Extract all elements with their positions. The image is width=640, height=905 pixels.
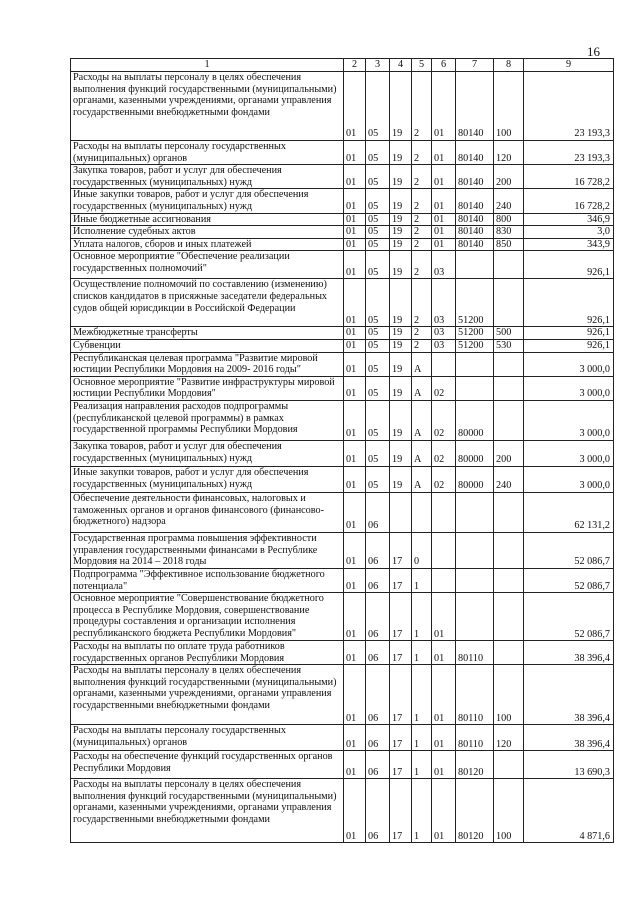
header-col-5: 5 [412,59,432,72]
row-code-2: 01 [344,568,366,592]
row-code-5: А [412,352,432,376]
row-code-2: 01 [344,327,366,340]
row-code-7: 80140 [456,141,494,165]
table-row [71,226,614,239]
row-name-cell: Государственная программа повышения эффективности управления государственными финансами в Республике Мордовия на 2014 – 2018 годы [71,532,344,568]
row-code-3: 06 [366,725,390,751]
row-code-3: 06 [366,532,390,568]
header-col-8: 8 [494,59,524,72]
row-code-8 [494,568,524,592]
row-code-4: 19 [390,327,412,340]
row-code-5 [412,492,432,532]
header-row [71,59,614,72]
row-code-2: 01 [344,466,366,492]
row-code-8: 800 [494,213,524,226]
row-code-5: 1 [412,641,432,665]
row-amount: 23 193,3 [524,72,614,141]
row-code-7: 80140 [456,226,494,239]
header-col-1: 1 [71,59,344,72]
table-row [71,327,614,340]
row-code-3: 05 [366,440,390,466]
row-amount: 52 086,7 [524,568,614,592]
row-code-8 [494,751,524,779]
row-name-cell: Закупка товаров, работ и услуг для обеспечения государственных (муниципальных) нужд [71,165,344,189]
row-code-6: 01 [432,238,456,251]
row-code-2: 01 [344,279,366,327]
row-name-cell: Закупка товаров, работ и услуг для обеспечения государственных (муниципальных) нужд [71,440,344,466]
row-code-8: 240 [494,466,524,492]
row-code-5: 2 [412,189,432,213]
row-code-4: 19 [390,251,412,279]
row-code-6: 03 [432,339,456,352]
row-code-5: 2 [412,141,432,165]
row-name-cell: Основное мероприятие "Развитие инфраструктуры мировой юстиции Республики Мордовия" [71,376,344,400]
row-code-4 [390,492,412,532]
row-code-4: 19 [390,376,412,400]
row-code-7: 80110 [456,725,494,751]
row-code-3: 05 [366,72,390,141]
row-code-7: 80110 [456,641,494,665]
row-name-cell: Межбюджетные трансферты [71,327,344,340]
row-code-8: 530 [494,339,524,352]
row-code-5: 2 [412,339,432,352]
row-code-2: 01 [344,251,366,279]
row-amount: 3 000,0 [524,352,614,376]
table-row [71,339,614,352]
row-code-4: 17 [390,779,412,843]
row-amount: 4 871,6 [524,779,614,843]
table-row [71,532,614,568]
row-code-3: 06 [366,492,390,532]
table-row [71,665,614,725]
table-row [71,593,614,641]
row-code-5: 2 [412,279,432,327]
row-amount: 926,1 [524,327,614,340]
table-row [71,725,614,751]
row-code-5: 1 [412,779,432,843]
row-code-7 [456,532,494,568]
row-code-8: 830 [494,226,524,239]
row-code-3: 05 [366,226,390,239]
row-name-cell: Основное мероприятие "Совершенствование бюджетного процесса в Республике Мордовия, совершенствование процедуры составления и организации исполнения республиканского бюджета Республики Мордовия" [71,593,344,641]
table-row [71,213,614,226]
row-amount: 13 690,3 [524,751,614,779]
row-code-8: 200 [494,440,524,466]
row-code-5: 1 [412,725,432,751]
row-code-3: 05 [366,189,390,213]
row-name-cell: Субвенции [71,339,344,352]
row-amount: 3 000,0 [524,400,614,440]
row-code-2: 01 [344,492,366,532]
row-amount: 3 000,0 [524,466,614,492]
row-amount: 23 193,3 [524,141,614,165]
row-code-2: 01 [344,751,366,779]
row-code-6: 01 [432,751,456,779]
row-name-cell: Расходы на выплаты по оплате труда работников государственных органов Республики Мордовия [71,641,344,665]
row-code-3: 05 [366,141,390,165]
row-name-cell: Уплата налогов, сборов и иных платежей [71,238,344,251]
row-code-7 [456,492,494,532]
table-row [71,641,614,665]
row-code-8 [494,532,524,568]
row-code-3: 05 [366,352,390,376]
row-code-4: 17 [390,751,412,779]
row-amount: 52 086,7 [524,593,614,641]
table-row [71,779,614,843]
header-col-2: 2 [344,59,366,72]
row-code-6: 01 [432,779,456,843]
row-code-8 [494,352,524,376]
row-code-2: 01 [344,725,366,751]
row-code-7: 51200 [456,339,494,352]
row-code-5: 2 [412,226,432,239]
row-code-4: 19 [390,189,412,213]
header-col-9: 9 [524,59,614,72]
row-amount: 16 728,2 [524,189,614,213]
row-name-cell: Республиканская целевая программа "Развитие мировой юстиции Республики Мордовия на 2009- 2016 годы" [71,352,344,376]
row-code-2: 01 [344,352,366,376]
row-code-5: 2 [412,72,432,141]
header-col-7: 7 [456,59,494,72]
row-name-cell: Основное мероприятие "Обеспечение реализации государственных полномочий" [71,251,344,279]
table-row [71,376,614,400]
row-code-6 [432,352,456,376]
row-code-2: 01 [344,226,366,239]
row-code-8: 120 [494,725,524,751]
row-code-2: 01 [344,141,366,165]
row-code-6: 01 [432,641,456,665]
row-code-4: 19 [390,226,412,239]
table-row [71,251,614,279]
row-code-6: 01 [432,141,456,165]
row-amount: 16 728,2 [524,165,614,189]
row-code-6: 02 [432,400,456,440]
row-code-6: 03 [432,327,456,340]
row-code-2: 01 [344,165,366,189]
row-code-6 [432,492,456,532]
row-amount: 926,1 [524,251,614,279]
row-code-5: 1 [412,751,432,779]
row-code-7: 80000 [456,400,494,440]
row-code-7: 80140 [456,189,494,213]
row-code-4: 19 [390,165,412,189]
header-col-4: 4 [390,59,412,72]
row-name-cell: Исполнение судебных актов [71,226,344,239]
row-code-6 [432,568,456,592]
row-code-3: 05 [366,213,390,226]
row-code-5: 0 [412,532,432,568]
row-name-cell: Обеспечение деятельности финансовых, налоговых и таможенных органов и органов финансового (финансово-бюджетного) надзора [71,492,344,532]
row-name-cell: Иные закупки товаров, работ и услуг для обеспечения государственных (муниципальных) нужд [71,466,344,492]
row-code-8 [494,641,524,665]
table-row [71,279,614,327]
table-row [71,165,614,189]
row-code-2: 01 [344,779,366,843]
row-code-6: 01 [432,725,456,751]
row-code-6: 01 [432,213,456,226]
row-code-8 [494,376,524,400]
row-code-2: 01 [344,400,366,440]
row-code-4: 19 [390,141,412,165]
row-code-8 [494,251,524,279]
row-code-2: 01 [344,376,366,400]
row-code-2: 01 [344,532,366,568]
row-code-2: 01 [344,213,366,226]
table-row [71,400,614,440]
row-code-5: А [412,400,432,440]
row-code-8: 120 [494,141,524,165]
header-col-3: 3 [366,59,390,72]
row-code-6: 01 [432,165,456,189]
row-code-5: 2 [412,213,432,226]
row-code-3: 06 [366,751,390,779]
row-name-cell: Расходы на обеспечение функций государственных органов Республики Мордовия [71,751,344,779]
row-code-3: 05 [366,238,390,251]
row-code-7 [456,251,494,279]
table-body [71,72,614,843]
row-amount: 3 000,0 [524,440,614,466]
row-amount: 3 000,0 [524,376,614,400]
table-row [71,568,614,592]
row-code-4: 17 [390,532,412,568]
row-code-3: 05 [366,376,390,400]
row-code-8: 100 [494,779,524,843]
row-code-6: 02 [432,440,456,466]
row-code-2: 01 [344,189,366,213]
page-number: 16 [587,44,600,59]
row-code-5: 2 [412,165,432,189]
row-name-cell: Расходы на выплаты персоналу в целях обеспечения выполнения функций государственными (муниципальными) органами, казенными учреждениями, органами управления государственными внебюджетными фондами [71,779,344,843]
row-code-4: 19 [390,339,412,352]
row-code-8: 200 [494,165,524,189]
row-code-4: 17 [390,568,412,592]
row-code-7 [456,352,494,376]
row-code-3: 05 [366,327,390,340]
row-code-3: 06 [366,665,390,725]
row-name-cell: Расходы на выплаты персоналу в целях обеспечения выполнения функций государственными (муниципальными) органами, казенными учреждениями, органами управления государственными внебюджетными фондами [71,72,344,141]
row-code-8 [494,492,524,532]
row-code-8 [494,400,524,440]
row-code-6: 02 [432,466,456,492]
row-code-7: 80000 [456,466,494,492]
row-code-4: 19 [390,238,412,251]
table-row [71,352,614,376]
row-amount: 52 086,7 [524,532,614,568]
row-code-7: 80140 [456,213,494,226]
row-code-7: 80110 [456,665,494,725]
row-code-7: 51200 [456,279,494,327]
row-code-6: 01 [432,665,456,725]
row-name-cell: Расходы на выплаты персоналу государственных (муниципальных) органов [71,141,344,165]
row-code-6: 02 [432,376,456,400]
row-code-4: 19 [390,440,412,466]
row-code-8: 240 [494,189,524,213]
row-name-cell: Осуществление полномочий по составлению (изменению) списков кандидатов в присяжные заседатели федеральных судов общей юрисдикции в Российской Федерации [71,279,344,327]
row-amount: 62 131,2 [524,492,614,532]
header-col-6: 6 [432,59,456,72]
table-row [71,440,614,466]
row-code-5: 1 [412,665,432,725]
row-code-5: А [412,376,432,400]
row-code-3: 05 [366,251,390,279]
row-amount: 926,1 [524,279,614,327]
row-code-8 [494,593,524,641]
row-code-5: А [412,466,432,492]
row-code-6: 01 [432,226,456,239]
table-row [71,466,614,492]
row-code-7 [456,593,494,641]
row-code-4: 19 [390,466,412,492]
row-code-3: 05 [366,466,390,492]
row-code-3: 06 [366,593,390,641]
row-code-7: 80140 [456,238,494,251]
row-code-3: 05 [366,400,390,440]
row-amount: 38 396,4 [524,665,614,725]
row-code-2: 01 [344,440,366,466]
row-code-8: 100 [494,665,524,725]
row-name-cell: Расходы на выплаты персоналу в целях обеспечения выполнения функций государственными (муниципальными) органами, казенными учреждениями, органами управления государственными внебюджетными фондами [71,665,344,725]
row-code-8: 850 [494,238,524,251]
row-code-4: 17 [390,725,412,751]
row-code-2: 01 [344,72,366,141]
row-code-5: 1 [412,568,432,592]
table-row [71,492,614,532]
row-code-6: 01 [432,189,456,213]
row-code-5: 2 [412,238,432,251]
table-row [71,238,614,251]
row-code-3: 05 [366,279,390,327]
row-code-2: 01 [344,641,366,665]
row-code-2: 01 [344,665,366,725]
row-amount: 38 396,4 [524,725,614,751]
table-row [71,751,614,779]
row-code-7: 80120 [456,751,494,779]
row-code-8 [494,279,524,327]
row-amount: 926,1 [524,339,614,352]
row-code-7: 80140 [456,165,494,189]
row-code-4: 17 [390,593,412,641]
row-name-cell: Реализация направления расходов подпрограммы (республиканской целевой программы) в рамках государственной программы Республики Мордовия [71,400,344,440]
row-code-4: 19 [390,279,412,327]
row-code-8: 100 [494,72,524,141]
row-code-6: 03 [432,279,456,327]
row-code-7: 51200 [456,327,494,340]
row-code-6: 01 [432,72,456,141]
row-amount: 346,9 [524,213,614,226]
row-code-7: 80140 [456,72,494,141]
row-code-3: 06 [366,641,390,665]
row-name-cell: Подпрограмма "Эффективное использование бюджетного потенциала" [71,568,344,592]
row-code-5: 2 [412,251,432,279]
table-row [71,72,614,141]
row-code-4: 17 [390,665,412,725]
table-row [71,189,614,213]
row-name-cell: Иные бюджетные ассигнования [71,213,344,226]
row-code-3: 05 [366,165,390,189]
row-code-6: 03 [432,251,456,279]
row-code-4: 17 [390,641,412,665]
row-code-5: 1 [412,593,432,641]
row-code-3: 06 [366,568,390,592]
budget-table [70,58,614,843]
row-code-4: 19 [390,72,412,141]
row-code-3: 05 [366,339,390,352]
row-code-2: 01 [344,339,366,352]
row-code-5: 2 [412,327,432,340]
table-row [71,141,614,165]
row-code-2: 01 [344,593,366,641]
row-code-6: 01 [432,593,456,641]
row-code-4: 19 [390,400,412,440]
row-code-5: А [412,440,432,466]
row-code-4: 19 [390,352,412,376]
row-code-2: 01 [344,238,366,251]
row-amount: 343,9 [524,238,614,251]
row-amount: 3,0 [524,226,614,239]
row-code-7 [456,568,494,592]
row-code-8: 500 [494,327,524,340]
row-code-7: 80120 [456,779,494,843]
row-code-4: 19 [390,213,412,226]
row-code-3: 06 [366,779,390,843]
row-name-cell: Иные закупки товаров, работ и услуг для обеспечения государственных (муниципальных) нужд [71,189,344,213]
row-amount: 38 396,4 [524,641,614,665]
row-code-6 [432,532,456,568]
row-code-7 [456,376,494,400]
row-code-7: 80000 [456,440,494,466]
row-name-cell: Расходы на выплаты персоналу государственных (муниципальных) органов [71,725,344,751]
